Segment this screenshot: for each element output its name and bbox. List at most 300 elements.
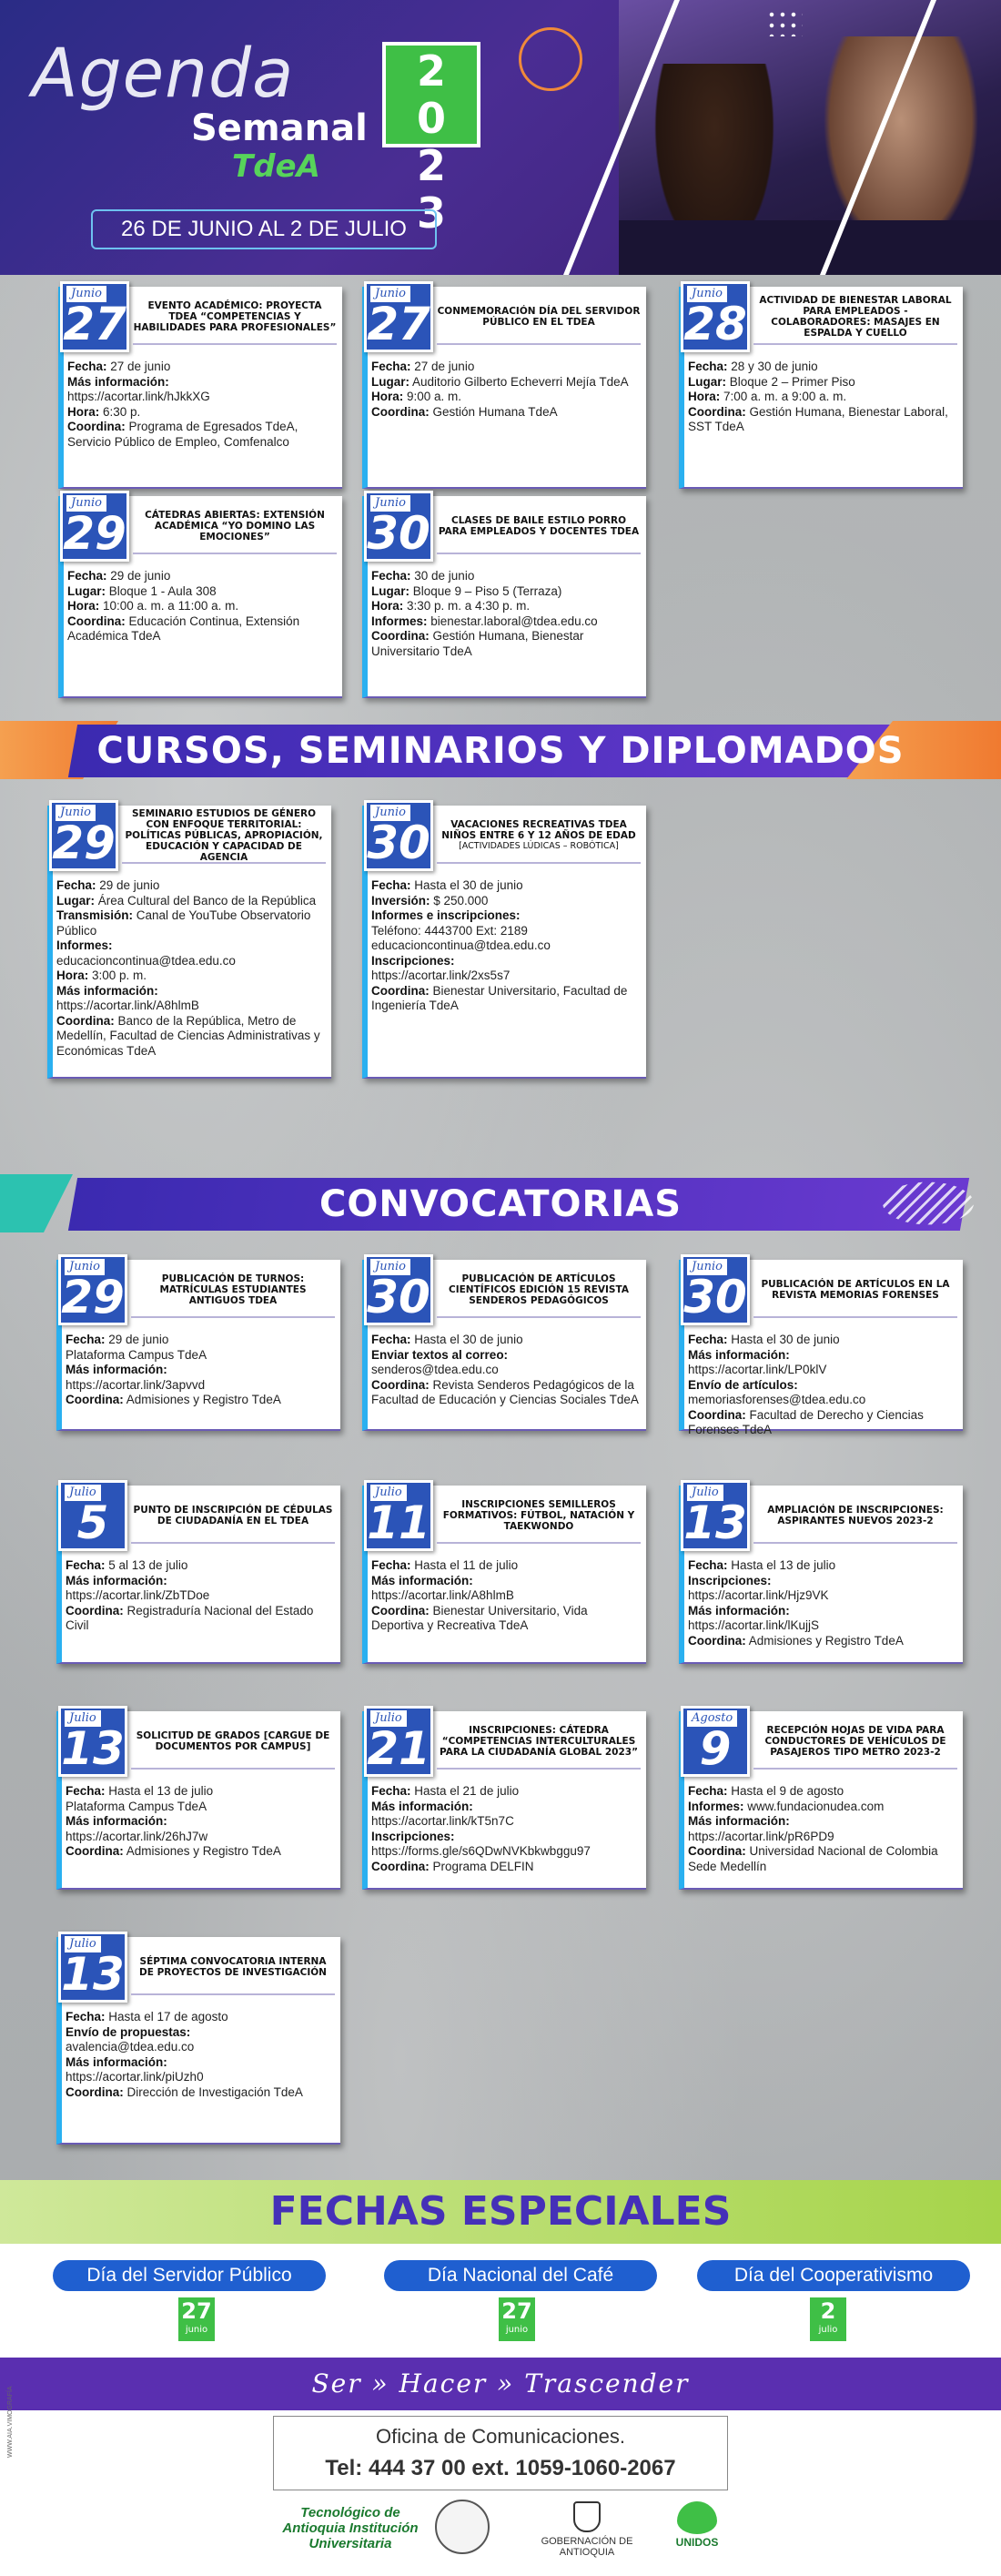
date-month: Junio	[687, 286, 727, 302]
event-title-box	[437, 290, 641, 345]
event-title: EVENTO ACADÉMICO: PROYECTA TDEA “COMPETENCIAS Y HABILIDADES PARA PROFESIONALES”	[133, 300, 337, 333]
date-tab	[681, 1254, 750, 1325]
event-card	[679, 1260, 963, 1436]
detail-label: Fecha:	[371, 360, 411, 373]
date-day: 30	[367, 816, 430, 869]
date-tab	[681, 1706, 750, 1777]
date-range: 26 DE JUNIO AL 2 DE JULIO	[91, 209, 437, 249]
date-month: Junio	[370, 805, 410, 821]
detail-label: Coordina:	[371, 1603, 430, 1618]
detail-label: Fecha:	[66, 1558, 106, 1572]
date-tab	[681, 281, 750, 352]
detail-label: Más información:	[688, 1347, 790, 1362]
event-title: INSCRIPCIONES SEMILLEROS FORMATIVOS: FÚTBOL, NATACIÓN Y TAEKWONDO	[442, 1499, 635, 1532]
detail-label: Informes:	[688, 1799, 744, 1813]
event-title-box	[437, 500, 641, 554]
detail-value: Teléfono: 4443700 Ext: 2189	[371, 923, 528, 938]
date-day: 29	[63, 507, 126, 560]
detail-label: Coordina:	[688, 1844, 746, 1858]
detail-line	[688, 1604, 957, 1619]
detail-line	[688, 1333, 957, 1348]
detail-label: Más información:	[56, 983, 158, 998]
detail-label: Hora:	[371, 390, 404, 403]
detail-line	[371, 1558, 641, 1574]
detail-line	[67, 390, 337, 405]
side-credit: WWW.AIA.VIMOGRAFÍA	[7, 2386, 14, 2458]
detail-line	[371, 924, 641, 939]
event-title-box	[131, 1715, 335, 1770]
detail-line	[371, 1378, 641, 1408]
date-tab	[364, 800, 433, 871]
detail-label: Lugar:	[371, 374, 410, 389]
detail-line	[56, 894, 326, 909]
date-tab	[364, 1706, 433, 1777]
special-date-day-number: 27	[501, 2298, 532, 2324]
section-banner-fechas	[0, 2180, 1001, 2244]
event-title: ACTIVIDAD DE BIENESTAR LABORAL PARA EMPLEADOS - COLABORADORES: MASAJES EN ESPALDA Y CUELLO	[759, 295, 952, 339]
detail-label: Hora:	[67, 599, 100, 613]
date-tab	[49, 800, 118, 871]
date-tab	[58, 1932, 127, 2003]
event-card	[56, 1260, 340, 1431]
detail-line	[371, 908, 641, 924]
detail-label: Coordina:	[371, 404, 430, 419]
detail-line	[688, 1800, 957, 1815]
detail-value: Hasta el 30 de junio	[410, 878, 523, 892]
detail-value: 5 al 13 de julio	[105, 1558, 188, 1572]
date-day: 13	[61, 1722, 125, 1775]
event-title-box	[753, 290, 957, 345]
title-agenda: Agenda	[32, 35, 295, 113]
detail-label: Fecha:	[371, 569, 411, 583]
detail-label: Lugar:	[688, 374, 726, 389]
date-tab	[60, 281, 129, 352]
detail-value: https://acortar.link/2xs5s7	[371, 969, 511, 982]
detail-label: Fecha:	[688, 1784, 728, 1798]
detail-value: Área Cultural del Banco de la República	[95, 893, 317, 908]
detail-value: 30 de junio	[410, 569, 475, 583]
detail-label: Hora:	[56, 969, 89, 982]
date-month: Junio	[370, 495, 410, 512]
date-month: Julio	[370, 1710, 407, 1727]
detail-label: Inscripciones:	[371, 953, 455, 968]
detail-value: Auditorio Gilberto Echeverri Mejía TdeA	[410, 374, 629, 389]
detail-line	[688, 1558, 957, 1574]
detail-line	[371, 954, 641, 969]
detail-line	[371, 614, 641, 630]
detail-line	[67, 599, 337, 614]
detail-label: Coordina:	[371, 983, 430, 998]
antioquia-logo-text: GOBERNACIÓN DE ANTIOQUIA	[541, 2536, 633, 2558]
event-card	[56, 1486, 340, 1664]
detail-line	[688, 1814, 957, 1830]
office-name: Oficina de Comunicaciones.	[376, 2425, 625, 2448]
date-month: Julio	[65, 1710, 101, 1727]
antioquia-logo	[514, 2501, 660, 2558]
event-details	[67, 360, 337, 450]
detail-label: Lugar:	[56, 893, 95, 908]
detail-line	[66, 1574, 335, 1589]
detail-line	[66, 2085, 335, 2101]
event-card	[58, 496, 342, 698]
detail-line	[56, 969, 326, 984]
date-day: 29	[52, 816, 116, 869]
event-card	[362, 287, 646, 489]
detail-line	[371, 1348, 641, 1364]
event-title: PUNTO DE INSCRIPCIÓN DE CÉDULAS DE CIUDADANÍA EN EL TDEA	[133, 1505, 333, 1526]
detail-label: Coordina:	[688, 1407, 746, 1422]
detail-label: Hora:	[67, 404, 100, 419]
detail-value: 29 de junio	[96, 878, 160, 892]
detail-line	[371, 1604, 641, 1634]
detail-label: Coordina:	[371, 1377, 430, 1392]
detail-line	[67, 614, 337, 644]
detail-value: Hasta el 13 de julio	[105, 1784, 214, 1798]
detail-label: Coordina:	[66, 2084, 124, 2099]
detail-label: Coordina:	[67, 420, 126, 433]
date-month: Junio	[687, 1259, 727, 1275]
detail-label: Hora:	[371, 599, 404, 613]
detail-line	[688, 390, 957, 405]
date-day: 13	[61, 1948, 125, 2001]
detail-label: Lugar:	[67, 583, 106, 598]
detail-value: Universidad Nacional de Colombia Sede Medellín	[688, 1844, 938, 1873]
event-title-box	[437, 1263, 641, 1318]
detail-line	[688, 1378, 957, 1394]
detail-line	[688, 1634, 957, 1649]
detail-value: 6:30 p.	[99, 404, 141, 419]
event-details	[688, 1333, 957, 1438]
event-card	[679, 1711, 963, 1890]
detail-label: Coordina:	[66, 1844, 124, 1858]
detail-line	[371, 1784, 641, 1800]
detail-label: Informes e inscripciones:	[371, 908, 521, 922]
event-title: PUBLICACIÓN DE ARTÍCULOS CIENTÍFICOS EDICIÓN 15 REVISTA SENDEROS PEDAGÓGICOS	[449, 1273, 629, 1306]
detail-line	[371, 1588, 641, 1604]
detail-label: Fecha:	[371, 1558, 411, 1572]
detail-value: Admisiones y Registro TdeA	[123, 1393, 281, 1406]
detail-value: 27 de junio	[410, 360, 475, 373]
date-tab	[58, 1480, 127, 1551]
date-month: Junio	[370, 286, 410, 302]
detail-value: bienestar.laboral@tdea.edu.co	[427, 614, 598, 628]
detail-value: Hasta el 9 de agosto	[727, 1784, 844, 1798]
event-title: CÁTEDRAS ABIERTAS: EXTENSIÓN ACADÉMICA “YO DOMINO LAS EMOCIONES”	[145, 510, 325, 543]
detail-value: https://acortar.link/piUzh0	[66, 2070, 204, 2084]
detail-value: Programa de Egresados TdeA, Servicio Público de Empleo, Comfenalco	[67, 420, 298, 449]
detail-line	[688, 360, 957, 375]
detail-line	[66, 1814, 335, 1830]
event-title: PUBLICACIÓN DE ARTÍCULOS EN LA REVISTA MEMORIAS FORENSES	[761, 1279, 950, 1301]
detail-value: Gestión Humana, Bienestar Laboral, SST TdeA	[688, 404, 948, 433]
seal-icon	[435, 2500, 490, 2554]
detail-value: Plataforma Campus TdeA	[66, 1799, 207, 1813]
detail-line	[67, 584, 337, 600]
detail-line	[66, 2055, 335, 2071]
year-badge	[382, 42, 480, 238]
detail-line	[371, 569, 641, 584]
date-tab	[58, 1254, 127, 1325]
detail-label: Fecha:	[66, 1333, 106, 1346]
event-title: RECEPCIÓN HOJAS DE VIDA PARA CONDUCTORES DE VEHÍCULOS DE PASAJEROS TIPO METRO 2023-2	[764, 1725, 946, 1758]
detail-label: Inversión:	[371, 893, 430, 908]
detail-label: Coordina:	[688, 404, 746, 419]
event-card	[58, 287, 342, 489]
year-text: 2023	[416, 46, 446, 238]
event-title: SOLICITUD DE GRADOS [CARGUE DE DOCUMENTOS POR CAMPUS]	[136, 1730, 330, 1752]
date-tab	[364, 491, 433, 562]
detail-value: senderos@tdea.edu.co	[371, 1363, 499, 1376]
detail-line	[371, 878, 641, 894]
event-details	[688, 1784, 957, 1874]
detail-value: Registraduría Nacional del Estado Civil	[66, 1603, 314, 1632]
date-tab	[364, 1480, 433, 1551]
event-details	[56, 878, 326, 1059]
detail-label: Coordina:	[67, 614, 126, 628]
detail-value: 3:30 p. m. a 4:30 p. m.	[403, 599, 531, 613]
detail-line	[67, 420, 337, 450]
detail-line	[371, 629, 641, 659]
event-details	[371, 1558, 641, 1634]
date-day: 9	[699, 1722, 732, 1775]
detail-line	[66, 1830, 335, 1845]
detail-line	[56, 1014, 326, 1060]
photo-table	[619, 220, 1001, 275]
event-card	[362, 496, 646, 698]
event-title-box	[437, 809, 641, 864]
detail-value: Dirección de Investigación TdeA	[123, 2084, 303, 2099]
date-day: 11	[367, 1496, 430, 1549]
date-tab	[364, 1254, 433, 1325]
date-tab	[364, 281, 433, 352]
event-title-box	[133, 290, 337, 345]
date-month: Junio	[56, 805, 96, 821]
event-card	[362, 1260, 646, 1431]
detail-label: Coordina:	[56, 1013, 115, 1028]
section-title-cursos: CURSOS, SEMINARIOS Y DIPLOMADOS	[96, 730, 905, 772]
detail-label: Más información:	[371, 1573, 473, 1587]
detail-label: Fecha:	[371, 878, 411, 892]
detail-value: Hasta el 30 de junio	[410, 1333, 523, 1346]
detail-line	[688, 405, 957, 435]
detail-line	[56, 984, 326, 999]
special-date-month: junio	[505, 2325, 529, 2335]
detail-value: 9:00 a. m.	[403, 390, 462, 403]
detail-label: Fecha:	[688, 1558, 728, 1572]
event-subtitle: [ACTIVIDADES LÚDICAS – ROBÓTICA]	[459, 841, 619, 851]
detail-value: Admisiones y Registro TdeA	[123, 1844, 281, 1858]
detail-label: Hora:	[688, 390, 721, 403]
detail-line	[56, 878, 326, 894]
detail-value: https://acortar.link/A8hlmB	[56, 999, 199, 1012]
detail-label: Coordina:	[371, 1859, 430, 1873]
detail-line	[371, 1574, 641, 1589]
date-day: 27	[63, 298, 126, 350]
detail-line	[371, 360, 641, 375]
special-date-label: Día Nacional del Café	[384, 2260, 657, 2291]
event-details	[371, 569, 641, 659]
detail-line	[66, 1558, 335, 1574]
detail-line	[371, 599, 641, 614]
detail-label: Coordina:	[66, 1393, 124, 1406]
detail-label: Coordina:	[688, 1633, 746, 1648]
special-date-day	[499, 2297, 535, 2341]
detail-label: Fecha:	[66, 2010, 106, 2023]
detail-label: Fecha:	[371, 1333, 411, 1346]
decor-dots	[766, 9, 803, 36]
tda-logo-text: Tecnológico de Antioquia Institución Universitaria	[282, 2505, 419, 2551]
detail-value: 27 de junio	[106, 360, 171, 373]
event-title-box	[437, 1489, 641, 1544]
detail-value: https://acortar.link/hJkkXG	[67, 390, 210, 403]
date-tab	[681, 1480, 750, 1551]
unidos-logo-text: UNIDOS	[675, 2536, 719, 2549]
detail-line	[66, 2010, 335, 2025]
detail-label: Más información:	[66, 1573, 167, 1587]
detail-label: Envío de artículos:	[688, 1377, 798, 1392]
header-banner	[0, 0, 1001, 275]
office-phone: Tel: 444 37 00 ext. 1059-1060-2067	[325, 2456, 676, 2480]
date-day: 21	[367, 1722, 430, 1775]
detail-line	[56, 938, 326, 954]
detail-line	[67, 360, 337, 375]
event-title-box	[131, 1263, 335, 1318]
detail-value: educacioncontinua@tdea.edu.co	[371, 938, 551, 952]
detail-line	[66, 2040, 335, 2055]
title-semanal: Semanal	[191, 107, 368, 149]
event-card	[679, 287, 963, 489]
slogan-text: Ser » Hacer » Trascender	[311, 2368, 690, 2399]
detail-label: Coordina:	[371, 629, 430, 643]
unidos-logo	[670, 2501, 724, 2549]
detail-value: https://acortar.link/26hJ7w	[66, 1829, 208, 1843]
detail-value: www.fundacionudea.com	[743, 1799, 885, 1813]
detail-value: Gestión Humana, Bienestar Universitario TdeA	[371, 629, 584, 658]
detail-label: Más información:	[67, 374, 169, 389]
detail-value: 7:00 a. m. a 9:00 a. m.	[720, 390, 847, 403]
detail-value: https://acortar.link/Hjz9VK	[688, 1588, 829, 1602]
event-title-box	[133, 500, 337, 554]
detail-value: memoriasforenses@tdea.edu.co	[688, 1393, 866, 1406]
detail-line	[66, 1588, 335, 1604]
detail-value: Hasta el 11 de julio	[410, 1558, 519, 1572]
special-date-label: Día del Servidor Público	[53, 2260, 326, 2291]
detail-line	[371, 938, 641, 954]
detail-line	[67, 405, 337, 421]
detail-line	[371, 1363, 641, 1378]
detail-line	[371, 984, 641, 1014]
detail-value: Facultad de Derecho y Ciencias Forenses TdeA	[688, 1407, 924, 1436]
date-day: 27	[367, 298, 430, 350]
detail-line	[66, 1844, 335, 1860]
detail-value: 10:00 a. m. a 11:00 a. m.	[99, 599, 239, 613]
detail-line	[688, 1588, 957, 1604]
event-details	[688, 1558, 957, 1648]
detail-value: 29 de junio	[105, 1333, 169, 1346]
detail-value: Hasta el 21 de julio	[410, 1784, 520, 1798]
date-tab	[58, 1706, 127, 1777]
event-card	[362, 1711, 646, 1890]
detail-value: https://acortar.link/A8hlmB	[371, 1588, 514, 1602]
detail-label: Fecha:	[688, 360, 728, 373]
detail-label: Más información:	[66, 1363, 167, 1376]
date-day: 29	[61, 1271, 125, 1323]
date-month: Junio	[66, 286, 106, 302]
contact-box	[273, 2416, 728, 2490]
date-month: Julio	[370, 1485, 407, 1501]
detail-line	[371, 1860, 641, 1875]
detail-value: 28 y 30 de junio	[727, 360, 818, 373]
detail-line	[56, 908, 326, 938]
detail-value: https://acortar.link/pR6PD9	[688, 1829, 834, 1843]
detail-label: Inscripciones:	[688, 1573, 772, 1587]
detail-line	[66, 1363, 335, 1378]
event-title: SEMINARIO ESTUDIOS DE GÉNERO CON ENFOQUE TERRITORIAL: POLÍTICAS PÚBLICAS, APROPIACIÓN, EDUCACIÓN Y CAPACIDAD DE AGENCIA	[125, 808, 323, 863]
detail-label: Transmisión:	[56, 908, 134, 922]
event-title-box	[131, 1941, 335, 1995]
event-title: CLASES DE BAILE ESTILO PORRO PARA EMPLEADOS Y DOCENTES TDEA	[438, 515, 640, 537]
event-details	[371, 1784, 641, 1874]
event-card	[362, 806, 646, 1079]
detail-value: Bloque 9 – Piso 5 (Terraza)	[410, 583, 562, 598]
detail-label: Inscripciones:	[371, 1829, 455, 1843]
date-day: 5	[76, 1496, 109, 1549]
date-month: Junio	[65, 1259, 105, 1275]
section-banner-convocatorias	[0, 1174, 1001, 1232]
detail-value: Bloque 1 - Aula 308	[106, 583, 217, 598]
detail-label: Fecha:	[66, 1784, 106, 1798]
event-title: AMPLIACIÓN DE INSCRIPCIONES: ASPIRANTES NUEVOS 2023-2	[767, 1505, 944, 1526]
special-date-day-number: 2	[820, 2298, 836, 2324]
detail-line	[66, 2070, 335, 2085]
detail-value: Revista Senderos Pedagógicos de la Facultad de Educación y Ciencias Sociales TdeA	[371, 1377, 639, 1406]
event-details	[371, 1333, 641, 1408]
event-card	[56, 1937, 340, 2145]
detail-label: Informes:	[371, 614, 428, 628]
title-tdea: TdeA	[232, 148, 320, 185]
special-date-month: julio	[818, 2325, 838, 2335]
detail-line	[371, 1800, 641, 1815]
date-month: Junio	[66, 495, 106, 512]
detail-line	[56, 954, 326, 969]
detail-line	[371, 1814, 641, 1830]
detail-line	[688, 1618, 957, 1634]
detail-value: https://acortar.link/3apvvd	[66, 1377, 206, 1392]
detail-label: Más información:	[66, 1814, 167, 1828]
detail-line	[371, 584, 641, 600]
date-month: Julio	[65, 1485, 101, 1501]
detail-value: Bienestar Universitario, Vida Deportiva y Recreativa TdeA	[371, 1603, 588, 1632]
detail-line	[66, 1800, 335, 1815]
event-title-box	[131, 1489, 335, 1544]
detail-label: Lugar:	[371, 583, 410, 598]
detail-label: Fecha:	[371, 1784, 411, 1798]
date-day: 30	[367, 1271, 430, 1323]
detail-line	[371, 390, 641, 405]
detail-value: Admisiones y Registro TdeA	[745, 1633, 904, 1648]
detail-line	[66, 1333, 335, 1348]
detail-value: avalencia@tdea.edu.co	[66, 2040, 195, 2054]
event-details	[371, 878, 641, 1014]
detail-line	[67, 375, 337, 390]
detail-line	[371, 1333, 641, 1348]
date-month: Junio	[370, 1259, 410, 1275]
special-date-day	[810, 2297, 846, 2341]
event-title-box	[753, 1263, 957, 1318]
detail-line	[66, 1393, 335, 1408]
detail-line	[66, 1378, 335, 1394]
event-details	[688, 360, 957, 435]
